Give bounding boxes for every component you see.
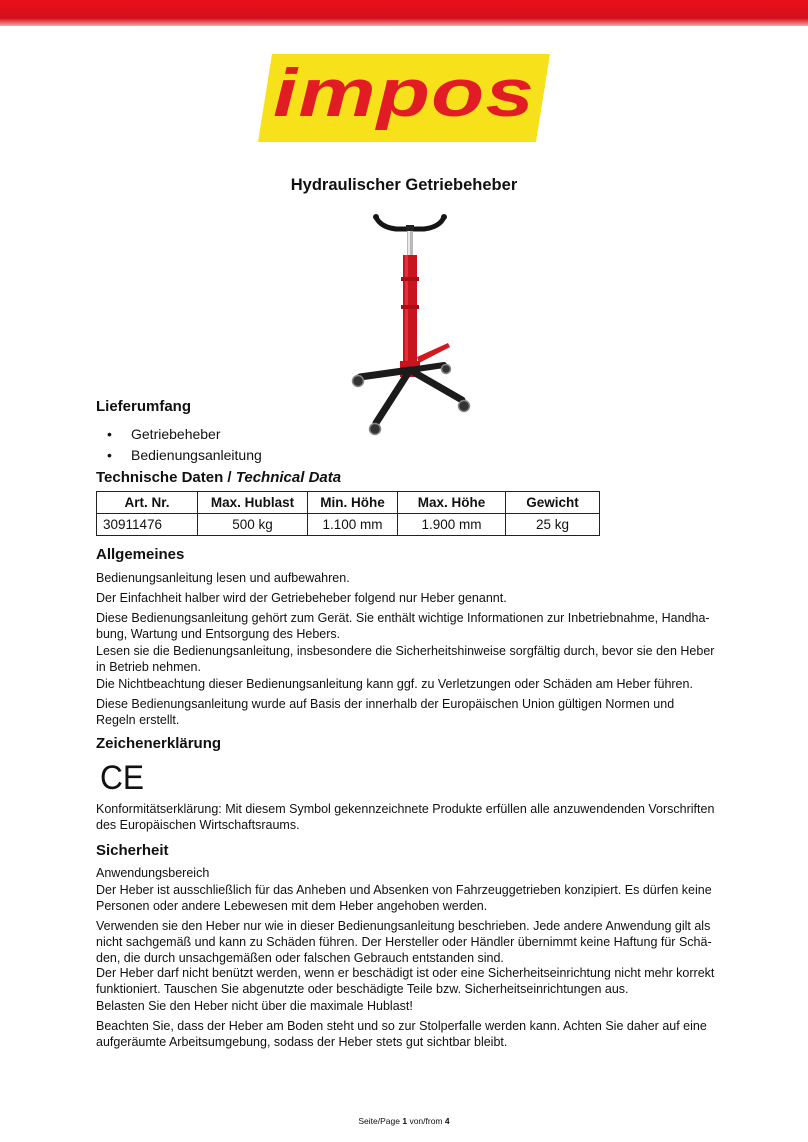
paragraph: Der Heber ist ausschließlich für das Anheben und Absenken von Fahrzeuggetrieben konzipiert. Es dürfen keine Personen oder andere Lebewesen mit dem Heber angehoben werden.: [96, 883, 712, 913]
column-header: Gewicht: [506, 492, 600, 514]
section-heading-allgemeines: Allgemeines: [96, 546, 185, 563]
list-item-label: Getriebeheber: [131, 426, 221, 442]
table-cell: 25 kg: [506, 514, 600, 536]
impos-logo: [258, 54, 550, 142]
paragraph: Diese Bedienungsanleitung wurde auf Basis der innerhalb der Europäischen Union gültigen Normen und Regeln erstellt.: [96, 697, 675, 727]
paragraph: Lesen sie die Bedienungsanleitung, insbesondere die Sicherheitshinweise sorgfältig durch, bevor sie den Heber in Betrieb nehmen.: [96, 644, 715, 674]
delivery-list: [107, 424, 262, 466]
logo-text: impos: [273, 55, 535, 131]
transmission-jack-image: [340, 205, 480, 440]
table-cell: 1.900 mm: [398, 514, 506, 536]
subheading-anwendungsbereich: Anwendungsbereich: [96, 866, 210, 880]
svg-text:CE: CE: [100, 761, 144, 793]
top-color-bar: [0, 0, 808, 26]
paragraph: Konformitätserklärung: Mit diesem Symbol gekennzeichnete Produkte erfüllen alle anzuwendenden Vorschriften des Europäischen Wirtschaftsraums.: [96, 802, 715, 832]
technical-data-table: [96, 491, 600, 536]
bullet: •: [107, 447, 112, 463]
paragraph: Der Einfachheit halber wird der Getriebeheber folgend nur Heber genannt.: [96, 591, 507, 605]
section-heading-technical-data: [96, 469, 341, 486]
paragraph: Bedienungsanleitung lesen und aufbewahren.: [96, 571, 350, 585]
heading-technical-en: Technical Data: [235, 469, 342, 486]
footer-prefix: Seite/Page: [358, 1116, 403, 1126]
footer-middle: von/from: [407, 1116, 445, 1126]
footer-page-number: 1: [402, 1116, 408, 1126]
table-row: [97, 514, 600, 536]
table-cell: 500 kg: [198, 514, 308, 536]
list-item-label: Bedienungsanleitung: [131, 447, 262, 463]
paragraph: Die Nichtbeachtung dieser Bedienungsanleitung kann ggf. zu Verletzungen oder Schäden am Heber führen.: [96, 677, 693, 691]
paragraph: Diese Bedienungsanleitung gehört zum Gerät. Sie enthält wichtige Informationen zur Inbetriebnahme, Handha-bung, Wartung und Entsorgung des Hebers.: [96, 611, 710, 641]
document-title: Hydraulischer Getriebeheber: [290, 176, 518, 194]
paragraph: Belasten Sie den Heber nicht über die maximale Hublast!: [96, 999, 413, 1013]
ce-mark-icon: [100, 761, 146, 793]
column-header: Max. Hublast: [198, 492, 308, 514]
section-heading-lieferumfang: Lieferumfang: [96, 398, 192, 415]
column-header: Min. Höhe: [308, 492, 398, 514]
section-heading-zeichenerklaerung: Zeichenerklärung: [96, 735, 222, 752]
column-header: Max. Höhe: [398, 492, 506, 514]
page-footer: [0, 1116, 808, 1126]
list-item: [107, 445, 262, 466]
column-header: Art. Nr.: [97, 492, 198, 514]
heading-technical-de: Technische Daten /: [96, 469, 236, 486]
table-cell: 1.100 mm: [308, 514, 398, 536]
section-heading-sicherheit: Sicherheit: [96, 842, 169, 859]
paragraph: Der Heber darf nicht benützt werden, wenn er beschädigt ist oder eine Sicherheitseinrichtung nicht mehr korrekt funktioniert. Tauschen Sie abgenutzte oder beschädigte Teile bzw. Sicherheitseinrichtungen aus.: [96, 966, 715, 996]
footer-page-total: 4: [444, 1116, 450, 1126]
table-cell: 30911476: [97, 514, 198, 536]
bullet: •: [107, 426, 112, 442]
table-header-row: [97, 492, 600, 514]
paragraph: Verwenden sie den Heber nur wie in dieser Bedienungsanleitung beschrieben. Jede andere Anwendung gilt als nicht sachgemäß und kann zu Schäden führen. Der Hersteller oder Händler übernimmt keine Haftung für Schä-den, die durch unsachgemäßen oder falschen Gebrauch entstanden sind.: [96, 919, 712, 965]
list-item: [107, 424, 262, 445]
paragraph: Beachten Sie, dass der Heber am Boden steht und so zur Stolperfalle werden kann. Achten Sie daher auf eine aufgeräumte Arbeitsumgebung, sodass der Heber stets gut sichtbar bleibt.: [96, 1019, 707, 1049]
